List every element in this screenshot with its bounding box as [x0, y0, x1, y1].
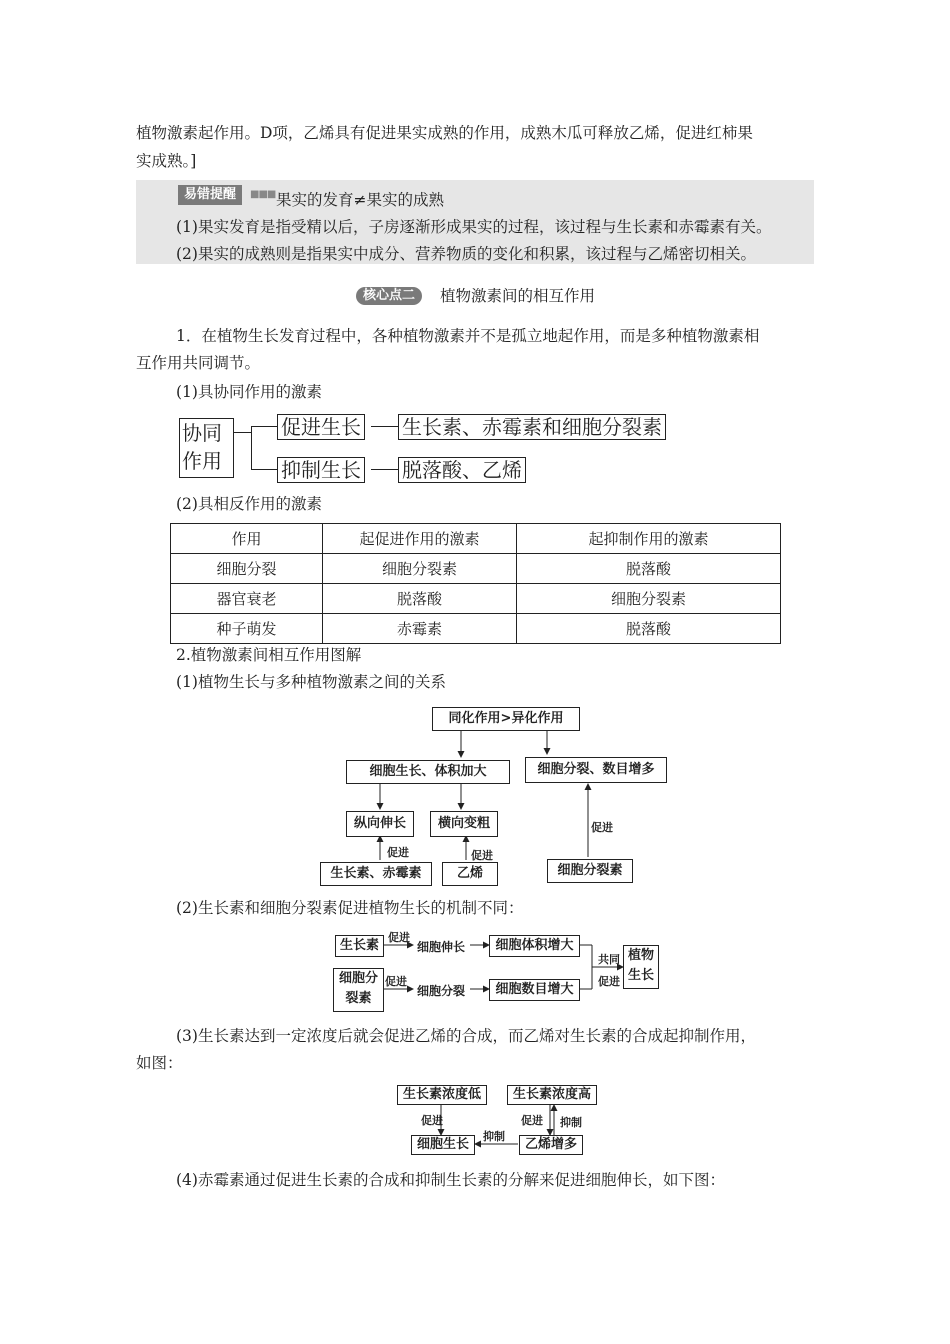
flow1-ethylene-box: 乙烯	[442, 862, 498, 886]
flow2-volume-box: 细胞体积增大	[489, 935, 580, 957]
core-point-title: 植物激素间的相互作用	[440, 287, 596, 305]
flow1-cytokinin-box: 细胞分裂素	[547, 859, 633, 883]
table-cell: 细胞分裂素	[323, 554, 517, 584]
p1-line-1: 1．在植物生长发育过程中，各种植物激素并不是孤立地起作用，而是多种植物激素相	[176, 327, 760, 345]
table-cell: 脱落酸	[323, 584, 517, 614]
flow2-promote-label: 促进	[385, 975, 407, 988]
flow3-cell-growth-box: 细胞生长	[411, 1135, 475, 1155]
flow3-promote-label: 促进	[421, 1114, 443, 1127]
sub-heading-synergy: (1)具协同作用的激素	[176, 383, 322, 401]
flow2-cytokinin-box	[333, 968, 384, 1012]
error-tip-title: 果实的发育≠果实的成熟	[276, 191, 444, 209]
error-tip-line-1: (1)果实发育是指受精以后，子房逐渐形成果实的过程，该过程与生长素和赤霉素有关。	[176, 218, 772, 236]
error-tip-badge: 易错提醒	[178, 185, 242, 205]
flow1-auxin-ga-box: 生长素、赤霉素	[320, 862, 432, 886]
flow3-promote-label: 促进	[521, 1114, 543, 1127]
flow2-plant-line-2: 生长	[627, 968, 654, 983]
promote-hormones-box: 生长素、赤霉素和细胞分裂素	[398, 414, 666, 440]
intro-line-2: 实成熟。]	[136, 152, 197, 170]
sub-heading-2-4: (4)赤霉素通过促进生长素的合成和抑制生长素的分解来促进细胞伸长，如下图：	[176, 1171, 725, 1189]
flow3-inhibit-label: 抑制	[560, 1116, 582, 1129]
table-cell: 细胞分裂	[171, 554, 323, 584]
core-point-badge: 核心点二	[356, 287, 422, 305]
flow2-cytokinin-line-2: 裂素	[345, 991, 372, 1006]
decor-dots-icon: ■■■	[250, 189, 276, 200]
table-cell: 脱落酸	[517, 614, 781, 644]
table-cell: 细胞分裂素	[517, 584, 781, 614]
flow1-cell-division-box: 细胞分裂、数目增多	[525, 757, 667, 783]
error-tip-line-2: (2)果实的成熟则是指果实中成分、营养物质的变化和积累，该过程与乙烯密切相关。	[176, 245, 756, 263]
table-cell: 种子萌发	[171, 614, 323, 644]
promote-growth-box: 促进生长	[277, 414, 365, 440]
flow2-elongation-label: 细胞伸长	[417, 940, 466, 954]
flow1-cell-growth-box: 细胞生长、体积加大	[346, 760, 510, 784]
table-header-cell: 起促进作用的激素	[323, 524, 517, 554]
flow1-transverse-box: 横向变粗	[430, 811, 498, 837]
s2-3-line-1: (3)生长素达到一定浓度后就会促进乙烯的合成，而乙烯对生长素的合成起抑制作用，	[176, 1027, 756, 1045]
sub-heading-2-2: (2)生长素和细胞分裂素促进植物生长的机制不同：	[176, 899, 524, 917]
flow2-together-label: 共同	[598, 953, 620, 966]
s2-3-line-2: 如图：	[136, 1054, 183, 1072]
synergy-root-line-1: 协同	[182, 421, 222, 445]
table-header-cell: 作用	[171, 524, 323, 554]
section-2-heading: 2.植物激素间相互作用图解	[176, 646, 362, 664]
flow1-top-box: 同化作用>异化作用	[432, 707, 580, 731]
table-cell: 器官衰老	[171, 584, 323, 614]
flow2-together-label-2: 促进	[598, 975, 620, 988]
inhibit-growth-box: 抑制生长	[277, 457, 365, 483]
sub-heading-antagonism: (2)具相反作用的激素	[176, 495, 322, 513]
intro-line-1: 植物激素起作用。D项，乙烯具有促进果实成熟的作用，成熟木瓜可释放乙烯，促进红柿果	[136, 124, 753, 142]
table-cell: 脱落酸	[517, 554, 781, 584]
flow2-plant-line-1: 植物	[627, 948, 654, 963]
flow1-promote-label: 促进	[387, 846, 409, 859]
flow1-promote-label: 促进	[471, 849, 493, 862]
flow2-division-label: 细胞分裂	[417, 984, 466, 998]
table-header-cell: 起抑制作用的激素	[517, 524, 781, 554]
flow3-high-auxin-box: 生长素浓度高	[507, 1085, 597, 1105]
flow2-promote-label: 促进	[388, 931, 410, 944]
flow2-auxin-box: 生长素	[335, 935, 384, 957]
table-cell: 赤霉素	[323, 614, 517, 644]
inhibit-hormones-box: 脱落酸、乙烯	[398, 457, 526, 483]
flow1-longitudinal-box: 纵向伸长	[346, 811, 414, 837]
flow1-promote-label: 促进	[591, 821, 613, 834]
flow2-number-box: 细胞数目增大	[489, 979, 580, 1001]
flow3-ethylene-box: 乙烯增多	[519, 1135, 583, 1155]
sub-heading-2-1: (1)植物生长与多种植物激素之间的关系	[176, 673, 446, 691]
flow3-low-auxin-box: 生长素浓度低	[397, 1085, 487, 1105]
p1-line-2: 互作用共同调节。	[136, 354, 261, 372]
flow2-cytokinin-line-1: 细胞分	[338, 971, 378, 986]
flow3-inhibit-label: 抑制	[483, 1130, 505, 1143]
synergy-root-line-2: 作用	[182, 449, 222, 473]
flow2-plant-growth-box	[623, 945, 659, 989]
